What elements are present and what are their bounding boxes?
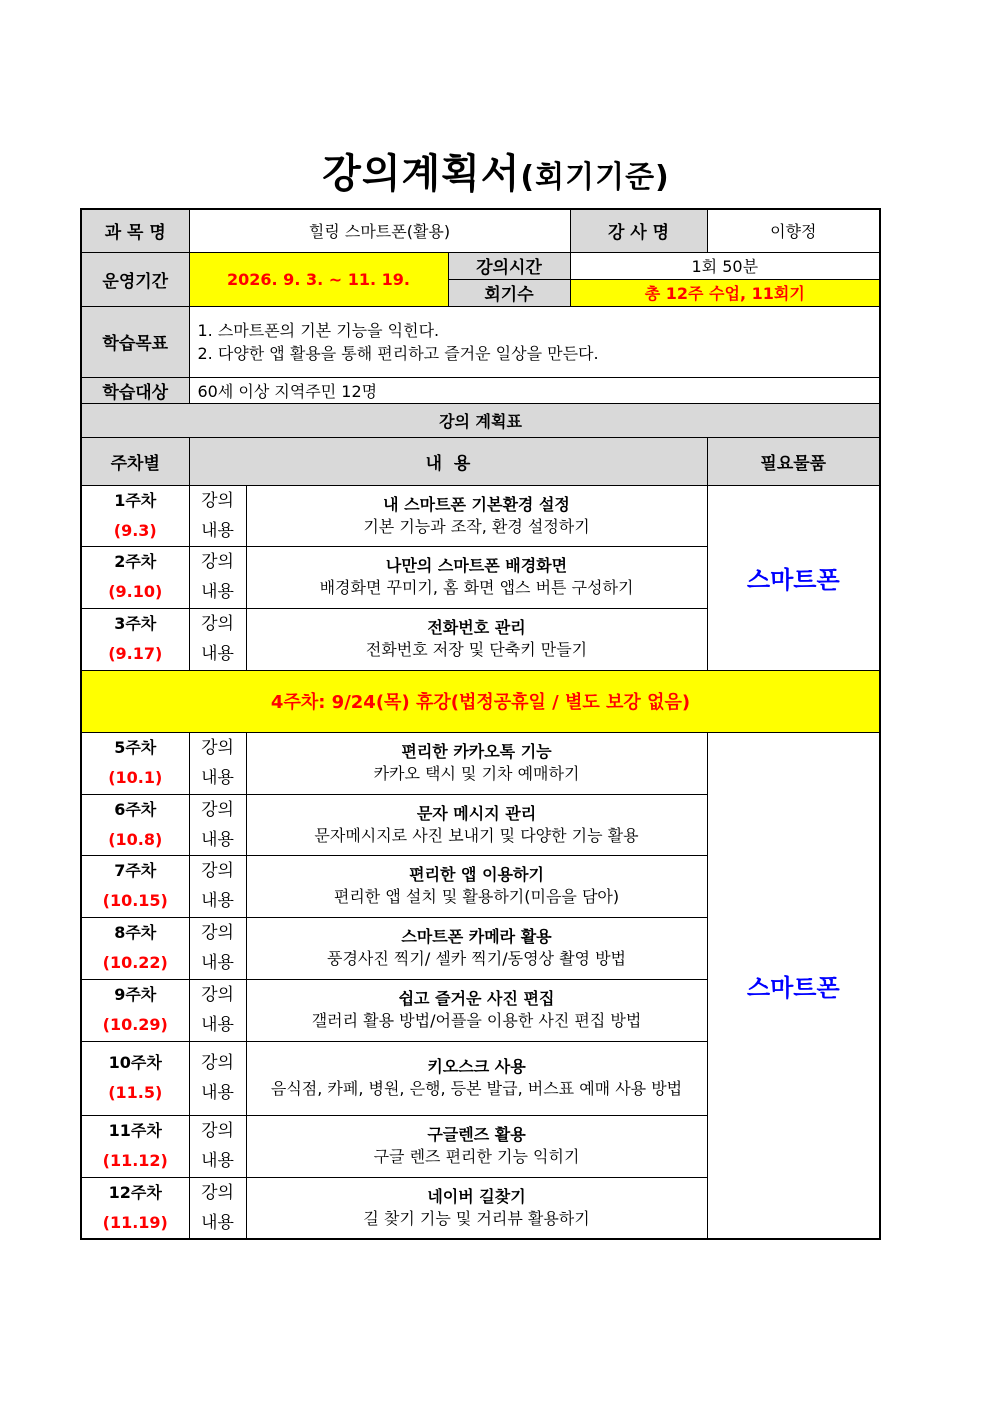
instructor-value: 이향정 <box>707 209 880 252</box>
period-value: 2026. 9. 3. ~ 11. 19. <box>189 252 448 306</box>
content-cell <box>246 794 707 855</box>
period-label: 운영기간 <box>81 252 189 306</box>
content-cell <box>246 608 707 670</box>
kind-cell <box>189 485 246 546</box>
sessions-value: 총 12주 수업, 11회기 <box>570 279 880 306</box>
week-cell <box>81 608 189 670</box>
session-title: 문자 메시지 관리 <box>416 803 537 823</box>
kind-cell <box>189 546 246 608</box>
kind-bottom: 내용 <box>201 891 234 911</box>
week-cell <box>81 485 189 546</box>
kind-cell <box>189 979 246 1041</box>
kind-bottom: 내용 <box>201 768 234 788</box>
week-date: (11.12) <box>102 1151 168 1170</box>
week-date: (10.15) <box>102 891 168 910</box>
title-sub: (회기기준) <box>520 160 670 195</box>
session-title: 구글렌즈 활용 <box>427 1125 526 1144</box>
kind-bottom: 내용 <box>201 953 234 973</box>
table-row <box>81 732 880 794</box>
week-date: (11.19) <box>102 1212 168 1232</box>
session-title: 편리한 앱 이용하기 <box>409 865 544 884</box>
session-title: 스마트폰 카메라 활용 <box>401 927 552 946</box>
week-label: 1주차 <box>114 490 157 510</box>
session-desc: 음식점, 카페, 병원, 은행, 등본 발급, 버스표 예매 사용 방법 <box>270 1079 683 1098</box>
week-cell <box>81 1041 189 1115</box>
content-cell <box>246 732 707 794</box>
kind-cell <box>189 608 246 670</box>
kind-bottom: 내용 <box>201 1083 234 1103</box>
subject-label: 과 목 명 <box>81 209 189 252</box>
week-label: 10주차 <box>108 1053 162 1072</box>
week-cell <box>81 1177 189 1239</box>
week-cell <box>81 732 189 794</box>
kind-top: 강의 <box>201 490 234 511</box>
week-date: (10.1) <box>108 768 163 787</box>
goal-item: 1. 스마트폰의 기본 기능을 익힌다. <box>197 320 440 340</box>
content-cell <box>246 855 707 917</box>
week-label: 11주차 <box>108 1121 162 1140</box>
kind-top: 강의 <box>201 799 234 820</box>
kind-top: 강의 <box>201 923 234 943</box>
week-date: (9.3) <box>113 520 157 540</box>
week-date: (10.29) <box>102 1015 168 1034</box>
session-desc: 풍경사진 찍기/ 셀카 찍기/동영상 촬영 방법 <box>327 949 626 968</box>
kind-cell <box>189 1177 246 1239</box>
kind-bottom: 내용 <box>201 1212 234 1233</box>
kind-top: 강의 <box>201 861 234 881</box>
title-main: 강의계획서 <box>322 151 521 197</box>
lecture-time-label: 강의시간 <box>448 252 570 279</box>
kind-bottom: 내용 <box>201 829 234 850</box>
week-date: (10.22) <box>102 953 168 972</box>
content-cell <box>246 917 707 979</box>
kind-cell <box>189 1041 246 1115</box>
session-title: 편리한 카카오톡 기능 <box>401 742 552 761</box>
week-cell <box>81 794 189 855</box>
session-desc: 갤러리 활용 방법/어플을 이용한 사진 편집 방법 <box>311 1011 642 1030</box>
week-label: 7주차 <box>114 861 157 880</box>
kind-bottom: 내용 <box>201 644 234 664</box>
week-cell <box>81 917 189 979</box>
content-cell <box>246 485 707 546</box>
kind-cell <box>189 732 246 794</box>
col-needs-header: 필요물품 <box>707 437 880 485</box>
target-label: 학습대상 <box>81 377 189 403</box>
lecture-plan-table <box>80 208 881 1240</box>
holiday-notice: 4주차: 9/24(목) 휴강(법정공휴일 / 별도 보강 없음) <box>81 670 880 732</box>
kind-bottom: 내용 <box>201 1151 234 1171</box>
schedule-heading: 강의 계획표 <box>81 403 880 437</box>
week-label: 12주차 <box>108 1182 162 1202</box>
content-cell <box>246 1115 707 1177</box>
kind-bottom: 내용 <box>201 520 234 541</box>
week-date: (9.17) <box>108 644 163 663</box>
week-cell <box>81 1115 189 1177</box>
goal-item: 2. 다양한 앱 활용을 통해 편리하고 즐거운 일상을 만든다. <box>197 343 599 363</box>
kind-cell <box>189 855 246 917</box>
week-date: (9.10) <box>108 582 163 601</box>
content-cell <box>246 1177 707 1239</box>
week-date: (11.5) <box>108 1083 163 1102</box>
session-desc: 전화번호 저장 및 단축키 만들기 <box>365 640 588 659</box>
session-desc: 카카오 택시 및 기차 예매하기 <box>373 764 580 783</box>
sessions-label: 회기수 <box>448 279 570 306</box>
content-cell <box>246 1041 707 1115</box>
kind-top: 강의 <box>201 552 234 572</box>
week-label: 6주차 <box>114 799 157 819</box>
table-row <box>81 485 880 546</box>
session-title: 네이버 길찾기 <box>427 1186 526 1206</box>
session-desc: 문자메시지로 사진 보내기 및 다양한 기능 활용 <box>314 825 639 845</box>
document-title <box>0 142 992 199</box>
content-cell <box>246 546 707 608</box>
subject-value: 힐링 스마트폰(활용) <box>189 209 570 252</box>
goal-list <box>189 306 880 377</box>
week-date: (10.8) <box>108 829 163 849</box>
kind-top: 강의 <box>201 1182 234 1203</box>
kind-bottom: 내용 <box>201 582 234 602</box>
week-label: 5주차 <box>114 738 157 757</box>
session-title: 키오스크 사용 <box>427 1057 526 1076</box>
week-label: 3주차 <box>114 614 157 633</box>
session-title: 쉽고 즐거운 사진 편집 <box>398 989 555 1008</box>
session-desc: 편리한 앱 설치 및 활용하기(미음을 담아) <box>333 887 620 906</box>
session-desc: 길 찾기 기능 및 거리뷰 활용하기 <box>363 1208 590 1228</box>
kind-top: 강의 <box>201 738 234 758</box>
kind-cell <box>189 794 246 855</box>
target-value: 60세 이상 지역주민 12명 <box>189 377 880 403</box>
instructor-label: 강 사 명 <box>570 209 707 252</box>
kind-cell <box>189 917 246 979</box>
kind-bottom: 내용 <box>201 1015 234 1035</box>
col-week-header: 주차별 <box>81 437 189 485</box>
kind-top: 강의 <box>201 985 234 1005</box>
kind-top: 강의 <box>201 1053 234 1073</box>
session-desc: 구글 렌즈 편리한 기능 익히기 <box>373 1147 580 1166</box>
needs-cell-1: 스마트폰 <box>707 485 880 670</box>
session-title: 내 스마트폰 기본환경 설정 <box>383 494 570 514</box>
kind-top: 강의 <box>201 1121 234 1141</box>
week-label: 8주차 <box>114 923 157 942</box>
session-title: 나만의 스마트폰 배경화면 <box>385 556 568 575</box>
content-cell <box>246 979 707 1041</box>
session-desc: 배경화면 꾸미기, 홈 화면 앱스 버튼 구성하기 <box>319 578 634 597</box>
kind-top: 강의 <box>201 614 234 634</box>
week-cell <box>81 979 189 1041</box>
col-content-header: 내 용 <box>189 437 707 485</box>
session-desc: 기본 기능과 조작, 환경 설정하기 <box>363 516 590 536</box>
session-title: 전화번호 관리 <box>427 618 526 637</box>
lecture-time-value: 1회 50분 <box>570 252 880 279</box>
kind-cell <box>189 1115 246 1177</box>
goal-label: 학습목표 <box>81 306 189 377</box>
week-label: 2주차 <box>114 552 157 571</box>
week-label: 9주차 <box>114 985 157 1004</box>
week-cell <box>81 855 189 917</box>
week-cell <box>81 546 189 608</box>
needs-cell-2: 스마트폰 <box>707 732 880 1239</box>
